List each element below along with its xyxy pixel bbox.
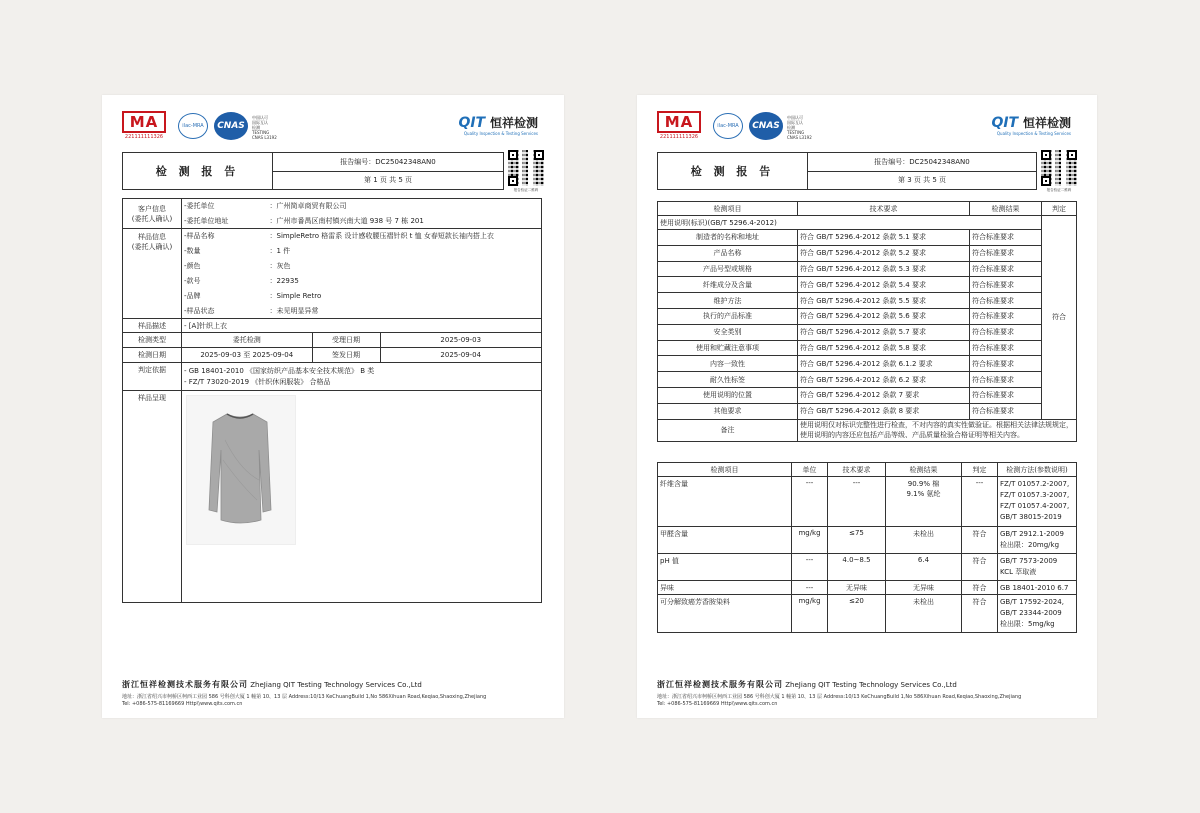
page-indicator: 第 3 页 共 5 页 xyxy=(897,176,947,185)
table-row: 执行的产品标准 符合 GB/T 5296.4-2012 条款 5.6 要求 符合标准要求 xyxy=(658,308,1077,324)
table-row: 维护方法 符合 GB/T 5296.4-2012 条款 5.5 要求 符合标准要求 xyxy=(658,293,1077,309)
judgement-basis: - GB 18401-2010 《国家纺织产品基本安全技术规范》 B 类 - FZ/T 73020-2019 《针织休闲服装》 合格品 xyxy=(182,363,542,391)
logo-bar xyxy=(122,107,544,145)
label-section-title: 使用说明(标识)(GB/T 5296.4-2012) xyxy=(658,216,1042,230)
client-info-label: 客户信息 (委托人确认) xyxy=(123,199,182,229)
company-name-cn: 浙江恒祥检测技术服务有限公司 xyxy=(122,679,248,689)
page-indicator: 第 1 页 共 5 页 xyxy=(363,176,413,185)
table-row: 使用和贮藏注意事项 符合 GB/T 5296.4-2012 条款 5.8 要求 符合标准要求 xyxy=(658,340,1077,356)
report-page-1 xyxy=(102,95,564,718)
company-address: 地址：浙江省绍兴市柯桥区柯西工业园 586 号科创大厦 1 幢第 10、13 层 Address:10/13 KeChuangBuild 1,No 586Xihuan Road,Keqiao,Shaoxing,Zhejiang xyxy=(657,694,1022,700)
sample-info-table: 客户信息 (委托人确认) -委托单位 ：广州简卓商贸有限公司 -委托单位地址 ：广州市番禺区南村镇兴南大道 938 号 7 栋 201 样品信息 (委托人确认) -样品名称 ：SimpleRetro 格雷系 设计感收腰压褶针织 t 恤 女春短款长袖内搭上衣 -数量 ：1 件 -颜色 ：灰色 -款号 ：22935 -品牌 ：Simple Retro -样品状态 ：未见明显异常 样品描述 - [A]针织上衣 检测类型 委托检测 受理日期 2025-09-03 检测日期 2025-09-03 至 2025-09-04 签发日期 2025-09-04 判定依据 - GB 18401-2010 《国家纺织产品基本安全技术规范》 B 类 - FZ/T 73020-2019 《针织休闲服装》 合格品 样品呈现 xyxy=(122,198,542,603)
table-row: 产品号型或规格 符合 GB/T 5296.4-2012 条款 5.3 要求 符合标准要求 xyxy=(658,261,1077,277)
table-row: 制造者的名称和地址 符合 GB/T 5296.4-2012 条款 5.1 要求 符合标准要求 xyxy=(658,230,1077,246)
table-row: 耐久性标签 符合 GB/T 5296.4-2012 条款 6.2 要求 符合标准要求 xyxy=(658,372,1077,388)
table-row: 使用说明的位置 符合 GB/T 5296.4-2012 条款 7 要求 符合标准要求 xyxy=(658,387,1077,403)
company-contact: Tel: +086-575-81169669 Http\\www.qits.com.cn xyxy=(657,701,778,707)
report-header xyxy=(657,152,1037,190)
qit-logo: QIT 恒祥检测 Quality Inspection & Testing Services xyxy=(991,115,1071,136)
qr-caption: 报告验证二维码 xyxy=(513,188,539,192)
table-row: 安全类别 符合 GB/T 5296.4-2012 条款 5.7 要求 符合标准要求 xyxy=(658,324,1077,340)
company-name-cn: 浙江恒祥检测技术服务有限公司 xyxy=(657,679,783,689)
overall-verdict: 符合 xyxy=(1042,216,1077,420)
company-address: 地址：浙江省绍兴市柯桥区柯西工业园 586 号科创大厦 1 幢第 10、13 层 Address:10/13 KeChuangBuild 1,No 586Xihuan Road,Keqiao,Shaoxing,Zhejiang xyxy=(122,694,487,700)
company-name-en: ZheJiang QIT Testing Technology Services Co.,Ltd xyxy=(785,681,957,689)
page-footer xyxy=(657,679,1077,708)
sample-desc-label: 样品描述 xyxy=(123,319,182,333)
report-number: 报告编号： DC25042348AN0 xyxy=(808,153,1036,172)
cma-logo: MA 221111111326 xyxy=(657,111,701,140)
label-test-table: 检测项目 技术要求 检测结果 判定 使用说明(标识)(GB/T 5296.4-2012) 符合 制造者的名称和地址 符合 GB/T 5296.4-2012 条款 5.1 要求 符合标准要求 产品名称 符合 GB/T 5296.4-2012 条款 5.2 要求 符合标准要求 产品号型或规格 符合 GB/T 5296.4-2012 条款 5.3 要求 符合标准要求 纤维成分及含量 符合 GB/T 5296.4-2012 条款 5.4 要求 符合标准要求 维护方法 符合 GB/T 5296.4-2012 条款 5.5 要求 符合标准要求 执行的产品标准 符合 GB/T 5296.4-2012 条款 5.6 要求 符合标准要求 安全类别 符合 GB/T 5296.4-2012 条款 5.7 要求 符合标准要求 使用和贮藏注意事项 符合 GB/T 5296.4-2012 条款 5.8 要求 符合标准要求 内容一致性 符合 GB/T 5296.4-2012 条款 6.1.2 要求 符合标准要求 耐久性标签 符合 GB/T 5296.4-2012 条款 6.2 要求 符合标准要求 使用说明的位置 符合 GB/T 5296.4-2012 条款 7 要求 符合标准要求 其他要求 符合 GB/T 5296.4-2012 条款 8 要求 符合标准要求 备注 使用说明仅对标识完整性进行检查，不对内容的真实性做验证。根据相关法律法规规定，使用说明的内容还应包括产品等级、产品质量检验合格证明等相关内容。 xyxy=(657,201,1077,442)
sample-photo xyxy=(186,395,296,545)
report-title: 检 测 报 告 xyxy=(658,153,808,189)
ilac-mra-logo: ilac-MRA xyxy=(713,113,743,139)
company-contact: Tel: +086-575-81169669 Http\\www.qits.com.cn xyxy=(122,701,243,707)
report-page-3 xyxy=(637,95,1097,718)
logo-bar xyxy=(657,107,1077,145)
page-footer xyxy=(122,679,544,708)
qr-caption: 报告验证二维码 xyxy=(1046,188,1072,192)
qit-logo: QIT 恒祥检测 Quality Inspection & Testing Services xyxy=(458,115,538,136)
sample-info-label: 样品信息 (委托人确认) xyxy=(123,229,182,319)
table-row: 异味 --- 无异味 无异味 符合 GB 18401-2010 6.7 xyxy=(658,581,1077,595)
note-text: 使用说明仅对标识完整性进行检查，不对内容的真实性做验证。根据相关法律法规规定，使用说明的内容还应包括产品等级、产品质量检验合格证明等相关内容。 xyxy=(798,419,1077,441)
company-name-en: ZheJiang QIT Testing Technology Services Co.,Ltd xyxy=(250,681,422,689)
table-row: 其他要求 符合 GB/T 5296.4-2012 条款 8 要求 符合标准要求 xyxy=(658,403,1077,419)
table-row: 产品名称 符合 GB/T 5296.4-2012 条款 5.2 要求 符合标准要求 xyxy=(658,245,1077,261)
cnas-logo: CNAS xyxy=(214,112,248,140)
ilac-mra-logo: ilac-MRA xyxy=(178,113,208,139)
report-title: 检 测 报 告 xyxy=(123,153,273,189)
table-row: 纤维成分及含量 符合 GB/T 5296.4-2012 条款 5.4 要求 符合标准要求 xyxy=(658,277,1077,293)
qr-code xyxy=(508,150,544,186)
test-type-value: 委托检测 xyxy=(182,333,312,347)
test-date-value: 2025-09-03 至 2025-09-04 xyxy=(182,348,312,362)
table-row: pH 值 --- 4.0~8.5 6.4 符合 GB/T 7573-2009 KCL 萃取液 xyxy=(658,554,1077,581)
table-row: 内容一致性 符合 GB/T 5296.4-2012 条款 6.1.2 要求 符合标准要求 xyxy=(658,356,1077,372)
sample-desc-value: - [A]针织上衣 xyxy=(182,319,542,333)
table-row: 甲醛含量 mg/kg ≤75 未检出 符合 GB/T 2912.1-2009 检出限：20mg/kg xyxy=(658,527,1077,554)
cma-logo: MA 221111111326 xyxy=(122,111,166,140)
qr-code xyxy=(1041,150,1077,186)
receive-date: 2025-09-03 xyxy=(440,336,482,344)
report-number: 报告编号： DC25042348AN0 xyxy=(273,153,503,172)
issue-date: 2025-09-04 xyxy=(440,351,482,359)
chemical-test-table: 检测项目 单位 技术要求 检测结果 判定 检测方法(参数说明) 纤维含量 --- --- 90.9% 棉 9.1% 氨纶 --- FZ/T 01057.2-2007, FZ/T 01057.3-2007, FZ/T 01057.4-2007, GB/T 38015-2019 甲醛含量 mg/kg ≤75 未检出 符合 GB/T 2912.1-2009 检出限：20mg/kg pH 值 --- 4.0~8.5 6.4 符合 GB/T 7573-2009 KCL 萃取液 异味 --- 无异味 无异味 符合 GB 18401-2010 6.7 可分解致癌芳香胺染料 mg/kg ≤20 未检出 符合 GB/T 17592-2024, GB/T 23344-2009 检出限：5mg/kg xyxy=(657,462,1077,633)
report-header xyxy=(122,152,504,190)
shirt-image xyxy=(205,410,275,530)
note-label: 备注 xyxy=(658,419,798,441)
cnas-caption: 中国认可 国际互认 检测 TESTING CNAS L3192 xyxy=(787,115,812,140)
table-row: 纤维含量 --- --- 90.9% 棉 9.1% 氨纶 --- FZ/T 01057.2-2007, FZ/T 01057.3-2007, FZ/T 01057.4-2007, GB/T 38015-2019 xyxy=(658,477,1077,527)
table-row: 可分解致癌芳香胺染料 mg/kg ≤20 未检出 符合 GB/T 17592-2024, GB/T 23344-2009 检出限：5mg/kg xyxy=(658,595,1077,633)
cnas-logo: CNAS xyxy=(749,112,783,140)
cnas-caption: 中国认可 国际互认 检测 TESTING CNAS L3192 xyxy=(252,115,277,140)
